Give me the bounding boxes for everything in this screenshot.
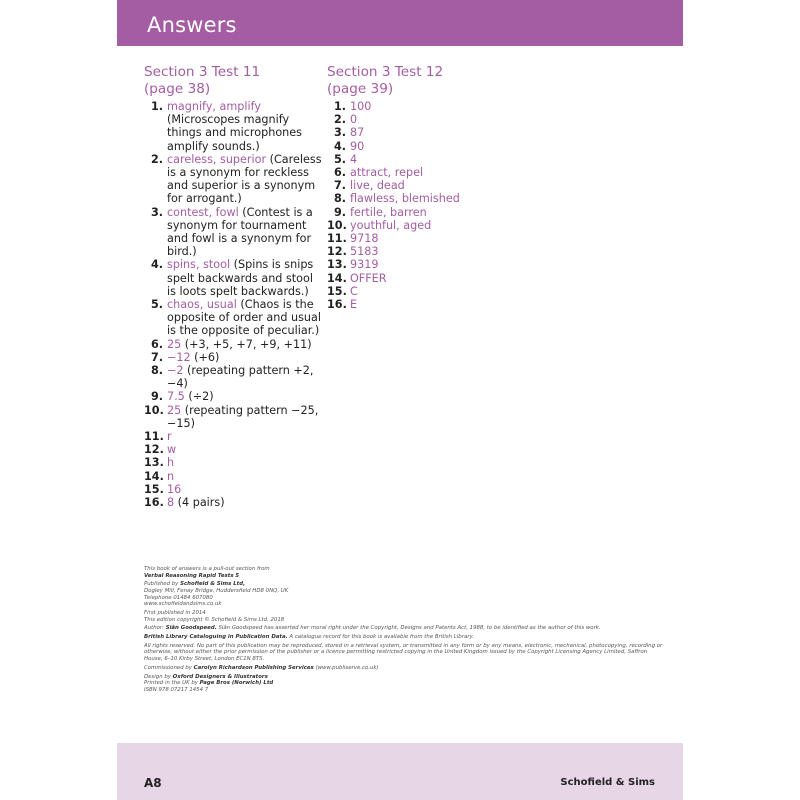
answer-item bbox=[144, 390, 324, 403]
section-test-11 bbox=[144, 64, 324, 509]
answer-list bbox=[327, 100, 527, 311]
answer-item bbox=[327, 272, 527, 285]
answer-text: w bbox=[167, 443, 177, 457]
answer-number: 12. bbox=[327, 245, 347, 259]
answer-item bbox=[144, 206, 324, 259]
answer-item bbox=[327, 206, 527, 219]
answer-text: C bbox=[350, 284, 358, 298]
answer-number: 15. bbox=[327, 284, 347, 298]
answer-text: h bbox=[167, 456, 175, 470]
answer-item bbox=[144, 456, 324, 469]
answer-item bbox=[327, 100, 527, 113]
answer-item bbox=[327, 153, 527, 166]
answer-number: 2. bbox=[333, 113, 346, 127]
answer-number: 16. bbox=[144, 496, 164, 510]
answer-item bbox=[144, 430, 324, 443]
answer-number: 8. bbox=[150, 364, 163, 378]
answer-item bbox=[144, 258, 324, 298]
answer-explanation: (Chaos is the opposite of order and usual is the opposite of peculiar.) bbox=[167, 298, 321, 338]
answer-number: 4. bbox=[150, 258, 163, 272]
answer-list bbox=[144, 100, 324, 509]
answer-number: 7. bbox=[333, 179, 346, 193]
answer-item bbox=[144, 470, 324, 483]
answer-text: youthful, aged bbox=[350, 218, 432, 232]
answer-text: 90 bbox=[350, 139, 365, 153]
answer-number: 13. bbox=[144, 456, 164, 470]
answer-item bbox=[144, 483, 324, 496]
answer-text: 87 bbox=[350, 126, 365, 140]
answer-explanation: (+6) bbox=[190, 350, 220, 364]
answer-number: 1. bbox=[150, 100, 163, 113]
answer-text: 7.5 bbox=[167, 390, 185, 404]
page-title: Answers bbox=[147, 13, 237, 37]
answer-item bbox=[144, 496, 324, 509]
answer-explanation: (4 pairs) bbox=[174, 496, 225, 510]
answer-number: 2. bbox=[150, 152, 163, 166]
answer-number: 12. bbox=[144, 443, 164, 457]
answer-number: 3. bbox=[333, 126, 346, 140]
answer-item bbox=[144, 443, 324, 456]
answer-text: 25 bbox=[167, 337, 182, 351]
answer-text: 9718 bbox=[350, 232, 379, 246]
answer-item bbox=[327, 258, 527, 271]
section-test-12 bbox=[327, 64, 527, 311]
answer-item bbox=[327, 285, 527, 298]
answer-number: 14. bbox=[327, 271, 347, 285]
answer-number: 11. bbox=[327, 232, 347, 246]
answer-number: 11. bbox=[144, 430, 164, 444]
answer-item bbox=[327, 192, 527, 205]
answer-text: r bbox=[167, 430, 172, 444]
section-title: Section 3 Test 11 (page 38) bbox=[144, 64, 261, 97]
answer-text: magnify, amplify bbox=[167, 100, 261, 113]
answer-item bbox=[144, 153, 324, 206]
answer-number: 3. bbox=[150, 205, 163, 219]
answer-item bbox=[327, 113, 527, 126]
answer-number: 4. bbox=[333, 139, 346, 153]
answer-text: fertile, barren bbox=[350, 205, 427, 219]
answer-number: 6. bbox=[150, 337, 163, 351]
answer-text: spins, stool bbox=[167, 258, 231, 272]
answer-item bbox=[144, 298, 324, 338]
answer-item bbox=[144, 338, 324, 351]
answer-text: live, dead bbox=[350, 179, 405, 193]
answer-text: 4 bbox=[350, 152, 358, 166]
answer-number: 6. bbox=[333, 166, 346, 180]
answer-number: 9. bbox=[333, 205, 346, 219]
section-title: Section 3 Test 12 (page 39) bbox=[327, 64, 444, 97]
answer-number: 14. bbox=[144, 469, 164, 483]
answer-text: 9319 bbox=[350, 258, 379, 272]
colophon: This book of answers is a pull-out section from Verbal Reasoning Rapid Tests 5 Published by Schofield & Sims Ltd, Dogley Mill, Fenay Bridge, Huddersfield HD8 0NQ, UK Telephone 01484 607080 www.schofieldandsims.co.uk First published in 2014 This edition copyright © Schofield & Sims Ltd, 2018 Author: Siân Goodspeed. Siân Goodspeed has asserted her moral right under the Copyright, Designs and Patents Act, 1988, to be identified as the author of this work. British Library Cataloguing in Publication Data. A catalogue record for this book is available from the British Library. All rights reserved. No part of this publication may be reproduced, stored in a retrieval system, or transmitted in any form or by any means, electronic, mechanical, photocopying, recording or otherwise, without either the prior permission of the publisher or a licence permitting restricted copying in the United Kingdom issued by the Copyright Licensing Agency Limited, Saffron House, 6–10 Kirby Street, London EC1N 8TS. Commissioned by Carolyn Richardson Publishing Services (www.publiserve.co.uk) Design by Oxford Designers & Illustrators Printed in the UK by Page Bros (Norwich) Ltd ISBN 978 07217 1454 7 bbox=[144, 566, 663, 693]
page-number: A8 bbox=[144, 776, 162, 790]
answer-explanation: (Contest is a synonym for tournament and fowl is a synonym for bird.) bbox=[167, 205, 313, 259]
answer-number: 16. bbox=[327, 298, 347, 312]
answer-item bbox=[144, 100, 324, 153]
answer-item bbox=[327, 179, 527, 192]
answer-explanation: (repeating pattern +2, −4) bbox=[167, 364, 314, 391]
answer-number: 10. bbox=[327, 218, 347, 232]
answer-text: 5183 bbox=[350, 245, 379, 259]
answer-text: E bbox=[350, 298, 358, 312]
answer-number: 9. bbox=[150, 390, 163, 404]
answer-explanation: (Microscopes magnify things and microphones amplify sounds.) bbox=[167, 113, 302, 153]
answer-text: contest, fowl bbox=[167, 205, 239, 219]
answer-item bbox=[327, 245, 527, 258]
answer-text: 25 bbox=[167, 403, 182, 417]
page-header bbox=[117, 0, 683, 46]
answer-explanation: (Spins is snips spelt backwards and stool is loots spelt backwards.) bbox=[167, 258, 314, 298]
answer-text: n bbox=[167, 469, 175, 483]
answer-item bbox=[144, 351, 324, 364]
answer-number: 15. bbox=[144, 482, 164, 496]
publisher-name: Schofield & Sims bbox=[560, 777, 655, 788]
answer-item bbox=[327, 298, 527, 311]
answer-item bbox=[327, 126, 527, 139]
answer-text: 0 bbox=[350, 113, 358, 127]
answer-text: chaos, usual bbox=[167, 298, 237, 312]
answer-item bbox=[144, 404, 324, 430]
answer-item bbox=[327, 140, 527, 153]
answer-explanation: (+3, +5, +7, +9, +11) bbox=[181, 337, 312, 351]
answer-text: −12 bbox=[167, 350, 191, 364]
answer-number: 13. bbox=[327, 258, 347, 272]
answer-text: 100 bbox=[350, 100, 372, 113]
answer-item bbox=[327, 166, 527, 179]
answer-item bbox=[144, 364, 324, 390]
answer-page bbox=[117, 0, 683, 800]
answer-text: 8 bbox=[167, 496, 175, 510]
answer-number: 10. bbox=[144, 403, 164, 417]
answer-text: −2 bbox=[167, 364, 184, 378]
answer-number: 5. bbox=[150, 298, 163, 312]
answer-explanation: (Careless is a synonym for reckless and superior is a synonym for arrogant.) bbox=[167, 152, 322, 206]
answer-number: 8. bbox=[333, 192, 346, 206]
answer-explanation: (repeating pattern −25, −15) bbox=[167, 403, 319, 430]
answer-text: OFFER bbox=[350, 271, 387, 285]
answer-text: 16 bbox=[167, 482, 182, 496]
answer-number: 7. bbox=[150, 350, 163, 364]
answer-item bbox=[327, 219, 527, 232]
answer-text: careless, superior bbox=[167, 152, 267, 166]
answer-explanation: (÷2) bbox=[184, 390, 214, 404]
answer-text: attract, repel bbox=[350, 166, 424, 180]
answer-text: flawless, blemished bbox=[350, 192, 460, 206]
answer-item bbox=[327, 232, 527, 245]
answer-number: 1. bbox=[333, 100, 346, 113]
page-footer bbox=[117, 743, 683, 800]
answer-number: 5. bbox=[333, 152, 346, 166]
